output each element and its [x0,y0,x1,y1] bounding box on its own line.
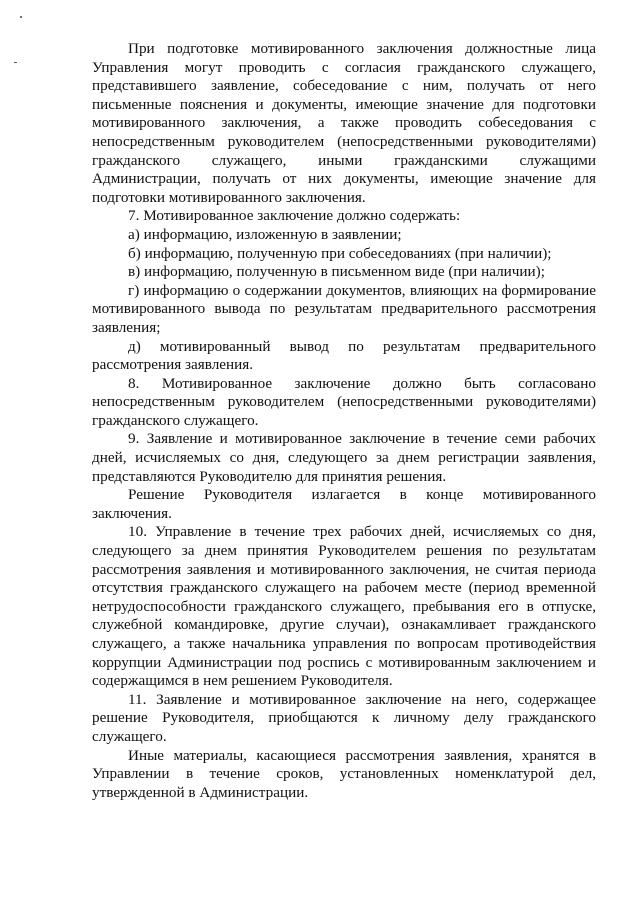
paragraph-7b: б) информацию, полученную при собеседованиях (при наличии); [128,244,552,262]
paragraph-7: 7. Мотивированное заключение должно содержать: [128,207,461,225]
scan-speck [20,16,22,18]
paragraph-7a: а) информацию, изложенную в заявлении; [128,225,402,243]
paragraph-11: 11. Заявление и мотивированное заключение на него, содержащее решение Руководителя, приобщаются к личному делу гражданского служащего. [92,690,596,745]
paragraph-7v: в) информацию, полученную в письменном виде (при наличии); [128,263,545,281]
document-page [92,40,596,802]
paragraph-9: 9. Заявление и мотивированное заключение в течение семи рабочих дней, исчисляемых со дня, следующего за днем регистрации заявления, представляются Руководителю для принятия решения. [92,430,596,485]
paragraph-8: 8. Мотивированное заключение должно быть согласовано непосредственным руководителем (непосредственными руководителями) гражданского служащего. [92,374,596,429]
paragraph-7g: г) информацию о содержании документов, влияющих на формирование мотивированного вывода по результатам предварительного рассмотрения заявления; [92,281,596,336]
scan-speck [14,62,17,63]
paragraph-decision: Решение Руководителя излагается в конце мотивированного заключения. [92,486,596,522]
paragraph-10: 10. Управление в течение трех рабочих дней, исчисляемых со дня, следующего за днем принятия Руководителем решения по результатам рассмотрения заявления и мотивированного заключения, не считая периода отсутствия гражданского служащего на рабочем месте (период временной нетрудоспособности гражданского служащего, пребывания его в отпуске, служебной командировке, другие случаи), ознакамливает гражданского служащего, а также начальника управления по вопросам противодействия коррупции Администрации под роспись с мотивированным заключением и содержащимся в нем решением Руководителя. [92,523,596,690]
paragraph-7d: д) мотивированный вывод по результатам предварительного рассмотрения заявления. [92,337,596,374]
paragraph-interview: При подготовке мотивированного заключения должностные лица Управления могут проводить с согласия гражданского служащего, представившего заявление, собеседование с ним, получать от него письменные пояснения и документы, имеющие значение для подготовки мотивированного заключения, а также проводить собеседования с непосредственным руководителем (непосредственными руководителями) гражданского служащего, иными гражданскими служащими Администрации, получать от них документы, имеющие значение для подготовки мотивированного заключения. [92,40,596,206]
paragraph-other-materials: Иные материалы, касающиеся рассмотрения заявления, хранятся в Управлении в течение сроков, установленных номенклатурой дел, утвержденной в Администрации. [92,746,596,801]
